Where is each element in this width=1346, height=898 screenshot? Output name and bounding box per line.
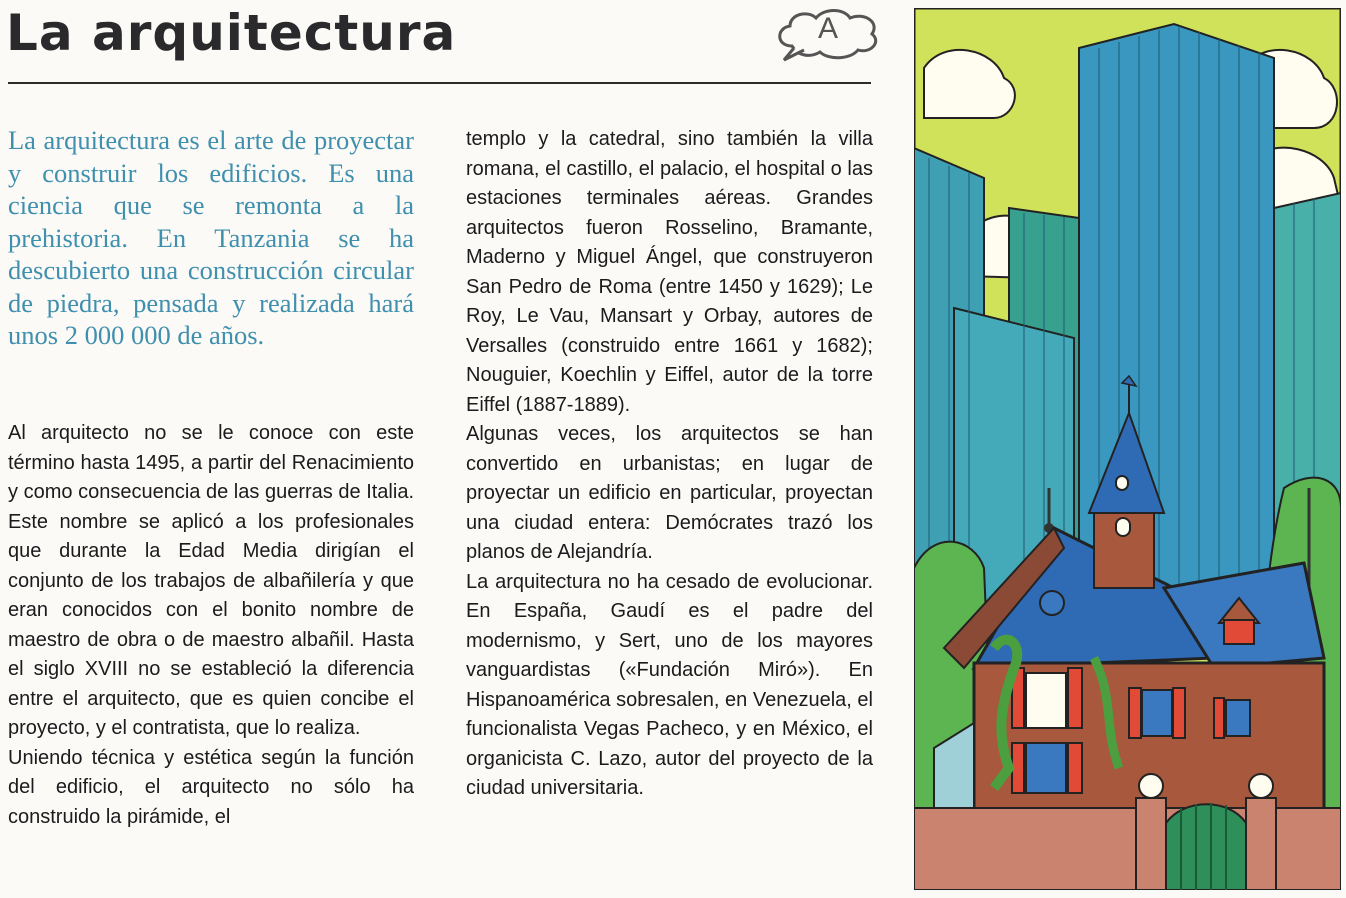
page-title: La arquitectura xyxy=(6,4,457,62)
body-paragraph: Algunas veces, los arquitectos se han convertido en urbanistas; en lugar de proyectar un edificio en particular, proyectan una ciudad entera: Demócrates trazó los planos de Alejandría. xyxy=(466,423,873,563)
body-paragraph: Al arquitecto no se le conoce con este término hasta 1495, a partir del Renacimiento y como consecuencia de las guerras de Italia. Este nombre se aplicó a los profesionales que durante la Edad Media dirigían el conjunto de los trabajos de albañilería y que eran conocidos con el bonito nombre de maestro de obra o de maestro albañil. Hasta el siglo XVIII no se estableció la diferencia entre el arquitecto, que es quien concibe el proyecto, y el contratista, que lo realiza. xyxy=(8,422,414,739)
body-paragraph: Uniendo técnica y estética según la función del edificio, el arquitecto no sólo ha construido la pirámide, el xyxy=(8,746,414,828)
title-divider xyxy=(8,82,871,84)
body-column-right xyxy=(466,125,873,804)
body-paragraph: La arquitectura no ha cesado de evolucionar. En España, Gaudí es el padre del modernismo, y Sert, uno de los mayores vanguardistas («Fundación Miró»). En Hispanoamérica sobresalen, en Venezuela, el funcionalista Vegas Pacheco, y en México, el organicista C. Lazo, autor del proyecto de la ciudad universitaria. xyxy=(466,570,873,799)
body-column-left xyxy=(8,419,414,832)
body-paragraph: templo y la catedral, sino también la villa romana, el castillo, el palacio, el hospital o las estaciones terminales aéreas. Grandes arquitectos fueron Rosselino, Bramante, Maderno y Miguel Ángel, que construyeron San Pedro de Roma (entre 1450 y 1629); Le Roy, Le Vau, Mansart y Orbay, autores de Versalles (construido entre 1661 y 1682); Nouguier, Koechlin y Eiffel, autor de la torre Eiffel (1887-1889). xyxy=(466,128,873,416)
architecture-illustration xyxy=(914,8,1341,890)
intro-paragraph: La arquitectura es el arte de proyectar y construir los edificios. Es una ciencia que se remonta a la prehistoria. En Tanzania se ha descubierto una construcción circular de piedra, pensada y realizada hará unos 2 000 000 de años. xyxy=(8,125,414,350)
level-badge-letter: A xyxy=(818,12,839,45)
